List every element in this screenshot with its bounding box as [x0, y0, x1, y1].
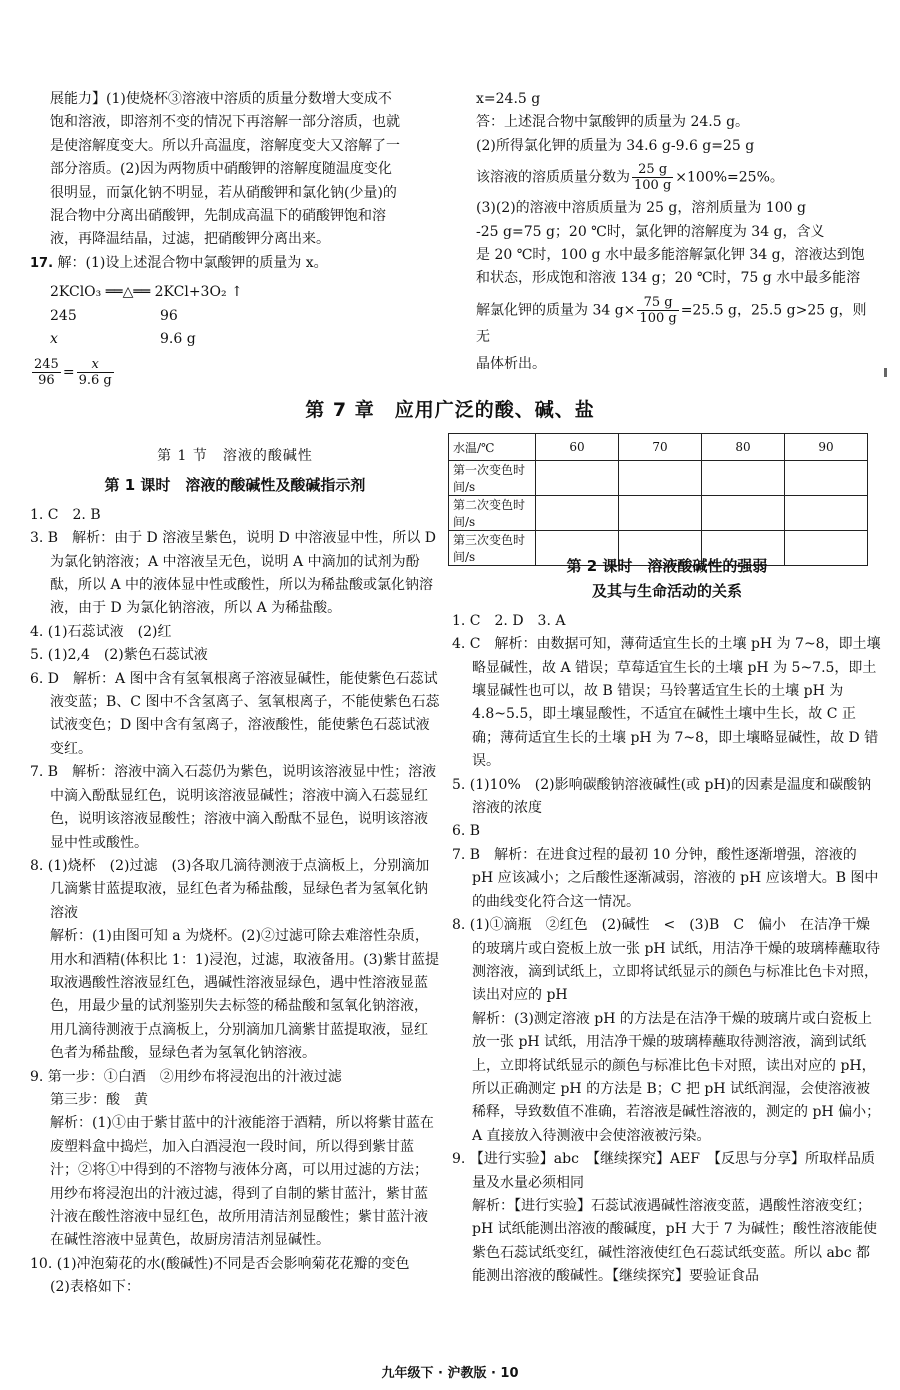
- numerator: 245: [34, 357, 59, 373]
- right-top-text: [476, 88, 876, 377]
- answer-item: 5. (1)10% (2)影响碳酸钠溶液碱性(或 pH)的因素是温度和碳酸钠溶液的浓度: [452, 776, 872, 817]
- denominator: 100 g: [634, 178, 672, 194]
- chapter-title: 第 7 章 应用广泛的酸、碱、盐: [305, 399, 595, 421]
- text-line: 混合物中分离出硝酸钾，先制成高温下的硝酸钾饱和溶: [50, 208, 386, 225]
- table-row: [449, 496, 868, 531]
- text-line: x=24.5 g: [476, 91, 541, 107]
- explanation: 解析：(3)测定溶液 pH 的方法是在洁净干燥的玻璃片或白瓷板上放一张 pH 试纸，用洁净干燥的玻璃棒蘸取待测溶液，滴到试纸上，立即将试纸显示的颜色与标准比色卡对照，读出对应的 pH，所以正确测定 pH 的方法是 B；C 把 pH 试纸润湿，会使溶液被稀释，导致数值不准确，若溶液是碱性溶液的，测定的 pH 偏小；A 直接放入待测液中会使溶液被污染。: [472, 1010, 881, 1144]
- text-segment: =25.5 g，25.5 g>25 g，则无: [476, 302, 867, 345]
- table-cell: [785, 461, 868, 496]
- ratio-row-1: [30, 305, 440, 328]
- fraction: [632, 162, 673, 193]
- proportion: $\frac{245}{96}$ = $\frac{x}{9.6 g}$: [34, 357, 112, 389]
- text-line: 和状态，形成饱和溶液 134 g；20 ℃时，75 g 水中最多能溶: [476, 270, 861, 287]
- answer-item: 6. D 解析：A 图中含有氢氧根离子溶液显碱性，能使紫色石蕊试液变蓝；B、C 图中不含氢离子、氢氧根离子，不能使紫色石蕊试液变色；D 图中含有氢离子，溶液酸性，能使紫色石蕊试液变红。: [30, 670, 440, 757]
- table-header-cell: 60: [536, 434, 619, 461]
- answer-item: 6. B: [452, 823, 481, 840]
- text-segment: ×100%=25%。: [675, 169, 784, 186]
- denominator: 96: [38, 373, 55, 389]
- text-line: (2)所得氯化钾的质量为 34.6 g-9.6 g=25 g: [476, 137, 755, 154]
- row-label: 第三次变色时间/s: [449, 531, 536, 566]
- answer-item: 10. (1)冲泡菊花的水(酸碱性)不同是否会影响菊花花瓣的变色 (2)表格如下：: [30, 1255, 424, 1296]
- ratio-value: 9.6 g: [160, 331, 196, 348]
- chemical-equation: 2KClO₃ ══△══ 2KCl+3O₂ ↑: [50, 284, 243, 301]
- answer-item: 8. (1)①滴瓶 ②红色 (2)碱性 < (3)B C 偏小 在洁净干燥的玻璃片或白瓷板上放一张 pH 试纸，用洁净干燥的玻璃棒蘸取待测溶液，滴到试纸上，立即将试纸显示的颜色与标准比色卡对照，读出对应的 pH: [452, 917, 881, 1004]
- table-cell: [619, 496, 702, 531]
- row-label: 第一次变色时间/s: [449, 461, 536, 496]
- margin-mark: [884, 368, 887, 377]
- page-footer: 九年级下 · 沪教版 · 10: [381, 1366, 519, 1381]
- fraction: [32, 357, 61, 388]
- table-cell: [702, 461, 785, 496]
- text-line: -25 g=75 g；20 ℃时，氯化钾的溶解度为 34 g，含义: [476, 223, 825, 240]
- table-cell: [619, 461, 702, 496]
- text-line: 是 20 ℃时，100 g 水中最多能溶解氯化钾 34 g，溶液达到饱: [476, 247, 865, 264]
- numerator: 25 g: [632, 162, 673, 178]
- explanation: 解析：(1)由图可知 a 为烧杯。(2)②过滤可除去难溶性杂质，用水和酒精(体积比 1：1)浸泡，过滤，取液备用。(3)紫甘蓝提取液遇酸性溶液显红色，遇碱性溶液显绿色，遇中性溶液显蓝色，用最少量的试剂鉴别失去标签的稀盐酸和氢氧化钠溶液，用几滴待测液于点滴板上，分别滴加几滴紫甘蓝提取液，显红色者为稀盐酸，显绿色者为氢氧化钠溶液。: [50, 928, 440, 1062]
- left-bottom-text: [30, 445, 440, 1300]
- ratio-value: 245: [50, 307, 77, 324]
- fraction: [77, 357, 114, 388]
- section-title: 第 1 节 溶液的酸碱性: [157, 448, 313, 464]
- text-line: 饱和溶液，即溶剂不变的情况下再溶解一部分溶质，也就: [50, 114, 400, 131]
- answer-item: 9. 第一步：①白酒 ②用纱布将浸泡出的汁液过滤: [30, 1068, 342, 1085]
- text-line: 液，再降温结晶，过滤，把硝酸钾分离出来。: [50, 231, 330, 248]
- row-label: 第二次变色时间/s: [449, 496, 536, 531]
- answer-item: 1. C 2. D 3. A: [452, 612, 566, 629]
- explanation: 解析：(1)①由于紫甘蓝中的汁液能溶于酒精，所以将紫甘蓝在废塑料盒中捣烂，加入白酒浸泡一段时间，所以得到紫甘蓝汁；②将①中得到的不溶物与液体分离，可以用过滤的方法；用纱布将浸泡出的汁液过滤，得到了自制的紫甘蓝汁，紫甘蓝汁液在酸性溶液中显红色，故所用清洁剂显酸性；紫甘蓝汁液在碱性溶液中显黄色，故厨房清洁剂显碱性。: [50, 1115, 434, 1249]
- q17-line: [30, 252, 440, 275]
- text-line: [476, 295, 876, 349]
- explanation: 解析：【进行实验】石蕊试液遇碱性溶液变蓝，遇酸性溶液变红；pH 试纸能测出溶液的酸碱度，pH 大于 7 为碱性；酸性溶液能使紫色石蕊试纸变红，碱性溶液使红色石蕊试纸变蓝。所以 abc 都能测出溶液的酸碱性。【继续探究】要验证食品: [472, 1197, 878, 1285]
- table-cell: [702, 496, 785, 531]
- text-line: 部分溶质。(2)因为两物质中硝酸钾的溶解度随温度变化: [50, 161, 392, 178]
- table-header-row: [449, 434, 868, 461]
- answer-item: 1. C 2. B: [30, 506, 101, 523]
- text-line: 是使溶解度变大。所以升高温度，溶解度变大又溶解了一: [50, 137, 400, 154]
- right-bottom-text: [452, 555, 882, 1289]
- table-header-cell: 90: [785, 434, 868, 461]
- answer-item: 4. (1)石蕊试液 (2)红: [30, 623, 172, 640]
- answer-item: 9. 【进行实验】abc 【继续探究】AEF 【反思与分享】所取样品质量及水量必须相同: [452, 1151, 875, 1191]
- table-cell: [785, 496, 868, 531]
- text-line: 很明显，而氯化钠不明显，若从硝酸钾和氯化钠(少量)的: [50, 184, 397, 201]
- answer-item: 第三步：酸 黄: [50, 1091, 148, 1108]
- left-top-text: [30, 88, 440, 388]
- answer-item: 8. (1)烧杯 (2)过滤 (3)各取几滴待测液于点滴板上，分别滴加几滴紫甘蓝提取液，显红色者为稀盐酸，显绿色者为氢氧化钠溶液: [30, 857, 430, 921]
- table-header-cell: 水温/℃: [449, 434, 536, 461]
- table-row: [449, 461, 868, 496]
- table-cell: [536, 461, 619, 496]
- table-header-cell: 80: [702, 434, 785, 461]
- answer-item: 3. B 解析：由于 D 溶液呈紫色，说明 D 中溶液显中性，所以 D 为氯化钠溶液；A 中溶液呈无色，说明 A 中滴加的试剂为酚酞，所以 A 中的液体显中性或酸性，所以为稀盐酸或氯化钠溶液，由于 D 为氯化钠溶液，所以 A 为稀盐酸。: [30, 530, 437, 617]
- answer-item: 7. B 解析：在进食过程的最初 10 分钟，酸性逐渐增强，溶液的 pH 应该减小；之后酸性逐渐减弱，溶液的 pH 应该增大。B 图中的曲线变化符合这一情况。: [452, 846, 879, 910]
- answer-item: 7. B 解析：溶液中滴入石蕊仍为紫色，说明该溶液显中性；溶液中滴入酚酞显红色，说明该溶液显碱性；溶液中滴入石蕊显红色，说明该溶液显酸性；溶液中滴入酚酞不显色，说明该溶液显中性或酸性。: [30, 764, 437, 851]
- q17-text: 解：(1)设上述混合物中氯酸钾的质量为 x。: [57, 254, 328, 271]
- water-temperature-table: [448, 433, 868, 566]
- text-segment: 解氯化钾的质量为 34 g×: [476, 302, 636, 319]
- text-line: 答：上述混合物中氯酸钾的质量为 24.5 g。: [476, 114, 750, 131]
- question-number: 17.: [30, 255, 54, 271]
- lesson-title: 第 2 课时 溶液酸碱性的强弱: [566, 557, 768, 575]
- ratio-value: x: [50, 331, 58, 348]
- table-cell: [536, 496, 619, 531]
- denominator: 9.6 g: [78, 373, 112, 389]
- ratio-row-2: [30, 328, 440, 351]
- lesson-subtitle: 及其与生命活动的关系: [591, 582, 742, 601]
- text-line: [476, 162, 876, 193]
- text-line: 展能力】(1)使烧杯③溶液中溶质的质量分数增大变成不: [50, 91, 392, 107]
- numerator: 75 g: [637, 295, 678, 311]
- table-header-cell: 70: [619, 434, 702, 461]
- numerator: x: [77, 357, 114, 373]
- denominator: 100 g: [639, 310, 677, 326]
- text-line: 晶体析出。: [476, 356, 546, 373]
- fraction: [637, 295, 678, 326]
- text-line: (3)(2)的溶液中溶质质量为 25 g，溶剂质量为 100 g: [476, 200, 806, 217]
- answer-item: 4. C 解析：由数据可知，薄荷适宜生长的土壤 pH 为 7~8，即土壤略显碱性，故 A 错误；草莓适宜生长的土壤 pH 为 5~7.5，即土壤显碱性也可以，故 B 错误；马铃薯适宜生长的土壤 pH 为 4.8~5.5，即土壤显酸性，不适宜在碱性土壤中生长，故 C 正确；薄荷适宜生长的土壤 pH 为 7~8，即土壤略显碱性，故 D 错误。: [452, 636, 881, 770]
- lesson-title: 第 1 课时 溶液的酸碱性及酸碱指示剂: [104, 476, 366, 495]
- ratio-value: 96: [160, 307, 178, 324]
- text-segment: 该溶液的溶质质量分数为: [476, 169, 630, 186]
- answer-item: 5. (1)2,4 (2)紫色石蕊试液: [30, 647, 208, 664]
